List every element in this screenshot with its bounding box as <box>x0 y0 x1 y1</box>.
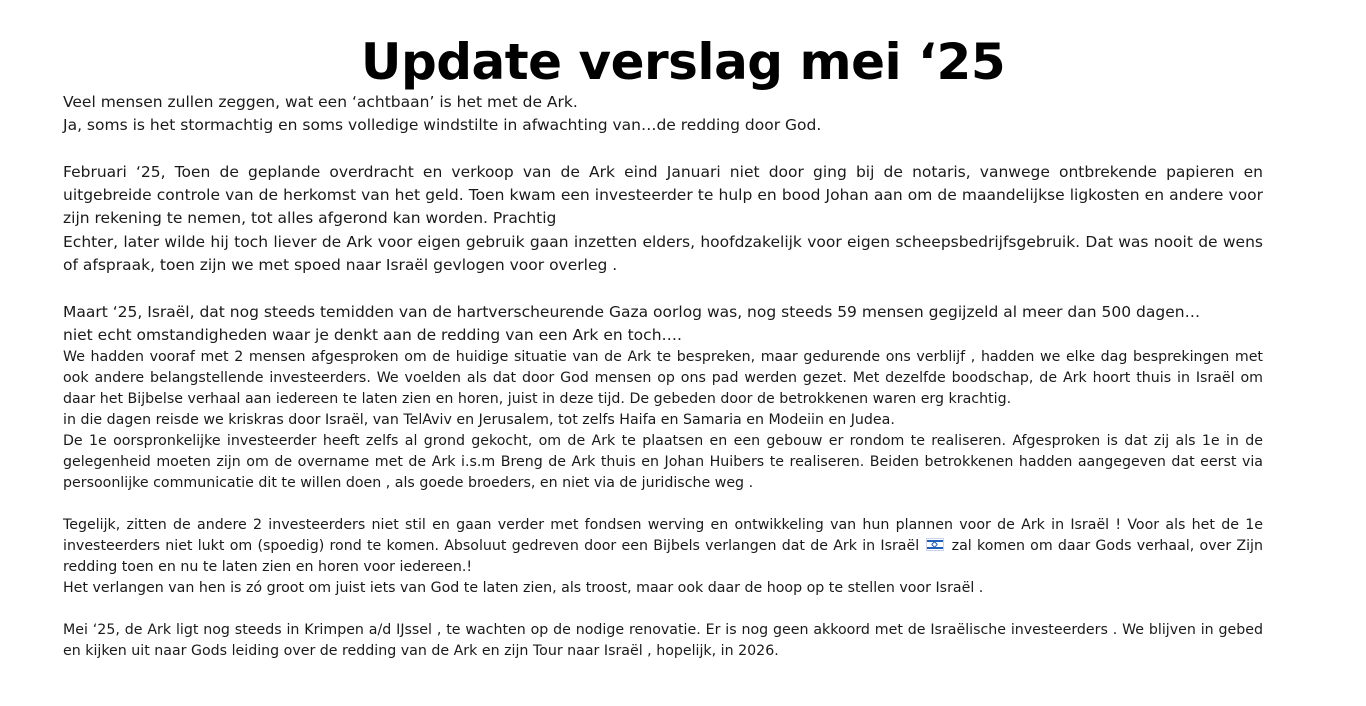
paragraph-investeerder: De 1e oorspronkelijke investeerder heeft zelfs al grond gekocht, om de Ark te plaatsen en een gebouw er rondom te realiseren. Afgesproken is dat zij als 1e in de gelegenheid moeten zijn om de overname met de Ark i.s.m Breng de Ark thuis en Johan Huibers te realiseren. Beiden betrokkenen hadden aangegeven dat eerst via persoonlijke communicatie dit te willen doen , als goede broeders, en niet via de juridische weg . <box>63 433 1263 492</box>
spacer <box>63 138 1263 161</box>
paragraph-tegelijk-part-2: zal komen om daar Gods verhaal, over Zijn redding toen en nu te laten zien en horen voor iedereen.! <box>63 538 1263 576</box>
paragraph-mei: Mei ‘25, de Ark ligt nog steeds in Krimpen a/d IJssel , te wachten op de nodige renovatie. Er is nog geen akkoord met de Israëlische investeerders . We blijven in gebed en kijken uit naar Gods leiding over de redding van de Ark en zijn Tour naar Israël , hopelijk, in 2026. <box>63 622 1263 660</box>
paragraph-februari: Februari ‘25, Toen de geplande overdracht en verkoop van de Ark eind Januari niet door ging bij de notaris, vanwege ontbrekende papieren en uitgebreide controle van de herkomst van het geld. Toen kwam een investeerder te hulp en bood Johan aan om de maandelijkse ligkosten en andere voor zijn rekening te nemen, tot alles afgerond kan worden. Prachtig <box>63 162 1263 228</box>
intro-line-2: Ja, soms is het stormachtig en soms volledige windstilte in afwachting van…de redding door God. <box>63 116 822 135</box>
star-of-david-icon <box>931 541 938 548</box>
paragraph-verlangen: Het verlangen van hen is zó groot om juist iets van God te laten zien, als troost, maar ook daar de hoop op te stellen voor Israël . <box>63 580 984 597</box>
paragraph-besprekingen: We hadden vooraf met 2 mensen afgesproken om de huidige situatie van de Ark te bespreken, maar gedurende ons verblijf , hadden we elke dag besprekingen met ook andere belangstellende investeerders. We voelden als dat door God mensen op ons pad werden gezet. Met dezelfde boodschap, de Ark hoort thuis in Israël om daar het Bijbelse verhaal aan iedereen te laten zien en horen, juist in deze tijd. De gebeden door de betrokkenen waren erg krachtig. <box>63 349 1263 408</box>
paragraph-tegelijk <box>63 515 1263 578</box>
spacer <box>63 494 1263 515</box>
paragraph-reis: in die dagen reisde we kriskras door Israël, van TelAviv en Jerusalem, tot zelfs Haifa en Samaria en Modeiin en Judea. <box>63 412 895 429</box>
intro-line-1: Veel mensen zullen zeggen, wat een ‘achtbaan’ is het met de Ark. <box>63 93 578 111</box>
spacer <box>63 599 1263 620</box>
page-title: Update verslag mei ‘25 <box>360 33 1006 91</box>
paragraph-maart-line-1: Maart ‘25, Israël, dat nog steeds temidden van de hartverscheurende Gaza oorlog was, nog steeds 59 mensen gegijzeld al meer dan 500 dagen… <box>63 302 1201 321</box>
spacer <box>63 277 1263 300</box>
israel-flag-icon <box>926 538 944 551</box>
paragraph-echter: Echter, later wilde hij toch liever de Ark voor eigen gebruik gaan inzetten elders, hoofdzakelijk voor eigen scheepsbedrijfsgebruik. Dat was nooit de wens of afspraak, toen zijn we met spoed naar Israël gevlogen voor overleg . <box>63 232 1263 275</box>
document-body <box>63 91 1263 662</box>
paragraph-maart-line-2: niet echt omstandigheden waar je denkt aan de redding van een Ark en toch…. <box>63 325 682 344</box>
paragraph-tegelijk-part-1: Tegelijk, zitten de andere 2 investeerders niet stil en gaan verder met fondsen werving en ontwikkeling van hun plannen voor de Ark in Israël ! Voor als het de 1e investeerders niet lukt om (spoedig) rond te komen. Absoluut gedreven door een Bijbels verlangen dat de Ark in Israël <box>63 517 1263 555</box>
